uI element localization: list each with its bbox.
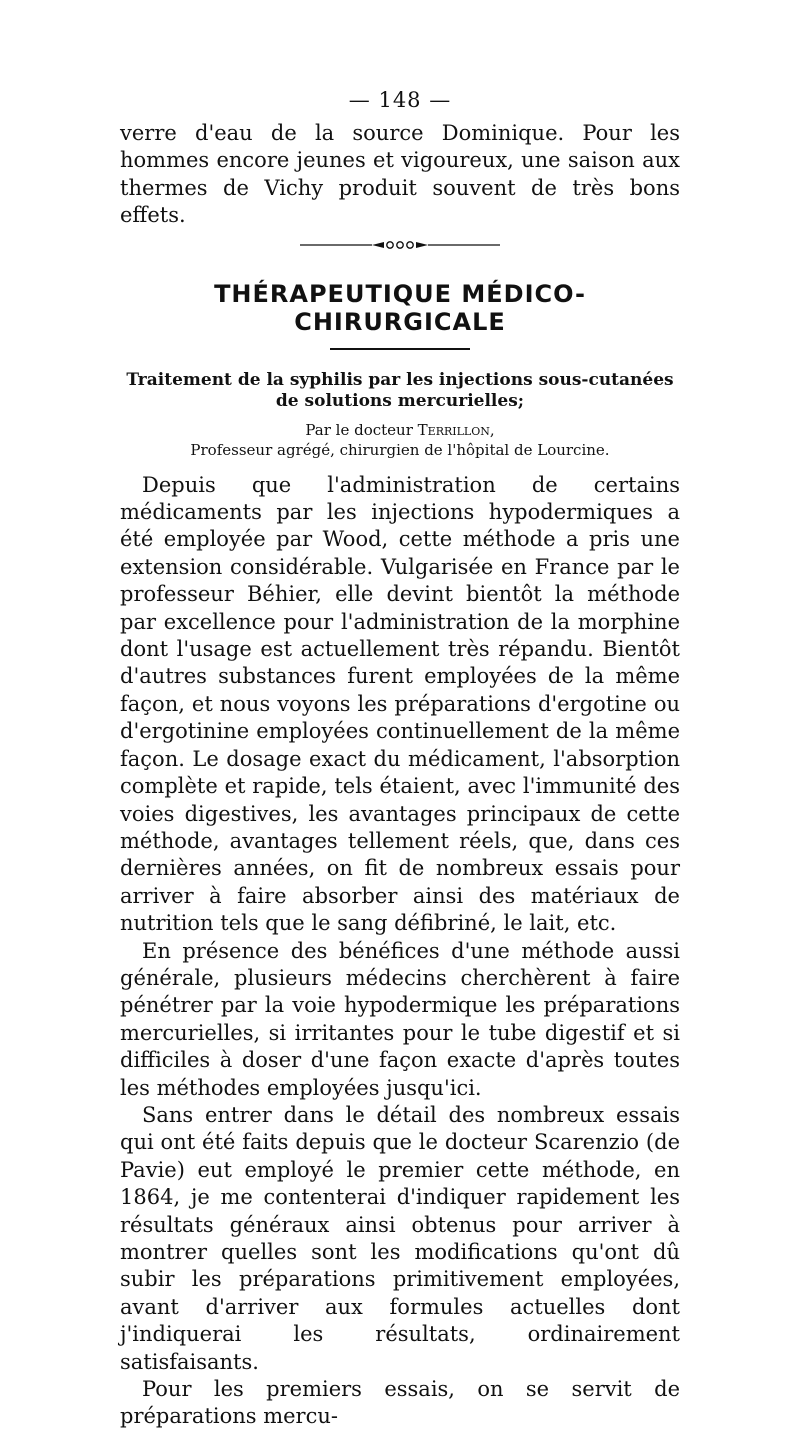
intro-paragraph: verre d'eau de la source Dominique. Pour les hommes encore jeunes et vigoureux, une saison aux thermes de Vichy produit souvent de très bons effets. [120, 121, 680, 228]
body-paragraph-4: Pour les premiers essais, on se servit de préparations mercu- [120, 1377, 680, 1429]
article-title-line-1: Traitement de la syphilis par les injections sous-cutanées [126, 369, 674, 390]
byline [120, 420, 680, 460]
page-number: — 148 — [348, 88, 452, 112]
body-paragraph-2: En présence des bénéfices d'une méthode aussi générale, plusieurs médecins cherchèrent à faire pénétrer par la voie hypodermique les préparations mercurielles, si irritantes pour le tube digestif et si difficiles à doser d'une façon exacte d'après toutes les méthodes employées jusqu'ici. [120, 938, 680, 1100]
byline-prefix: Par le docteur [305, 420, 418, 439]
byline-author [120, 420, 680, 440]
section-title: THÉRAPEUTIQUE MÉDICO-CHIRURGICALE [214, 279, 586, 336]
article-title [120, 370, 680, 412]
byline-name: Terrillon, [417, 420, 495, 439]
ornament-divider [120, 236, 680, 254]
body-paragraph-1: Depuis que l'administration de certains médicaments par les injections hypodermiques a été employée par Wood, cette méthode a pris une extension considérable. Vulgarisée en France par le professeur Béhier, elle devint bientôt la méthode par excellence pour l'administration de la morphine dont l'usage est actuellement très répandu. Bientôt d'autres substances furent employées de la même façon, et nous voyons les préparations d'ergotine ou d'ergotinine employées continuellement de la même façon. Le dosage exact du médicament, l'absorption complète et rapide, tels étaient, avec l'immunité des voies digestives, les avantages principaux de cette méthode, avantages tellement réels, que, dans ces dernières années, on fit de nombreux essais pour arriver à faire absorber ainsi des matériaux de nutrition tels que le sang défibriné, le lait, etc. [120, 472, 680, 936]
article-title-line-2: de solutions mercurielles; [275, 390, 525, 411]
byline-role: Professeur agrégé, chirurgien de l'hôpital de Lourcine. [190, 440, 610, 459]
ornament-divider-icon [300, 238, 500, 252]
body-paragraph-3: Sans entrer dans le détail des nombreux essais qui ont été faits depuis que le docteur Scarenzio (de Pavie) eut employé le premier cette méthode, en 1864, je me contenterai d'indiquer rapidement les résultats généraux ainsi obtenus pour arriver à montrer quelles sont les modifications qu'ont dû subir les préparations primitivement employées, avant d'arriver aux formules actuelles dont j'indiquerai les résultats, ordinairement satisfaisants. [120, 1102, 680, 1374]
title-rule [330, 348, 470, 350]
